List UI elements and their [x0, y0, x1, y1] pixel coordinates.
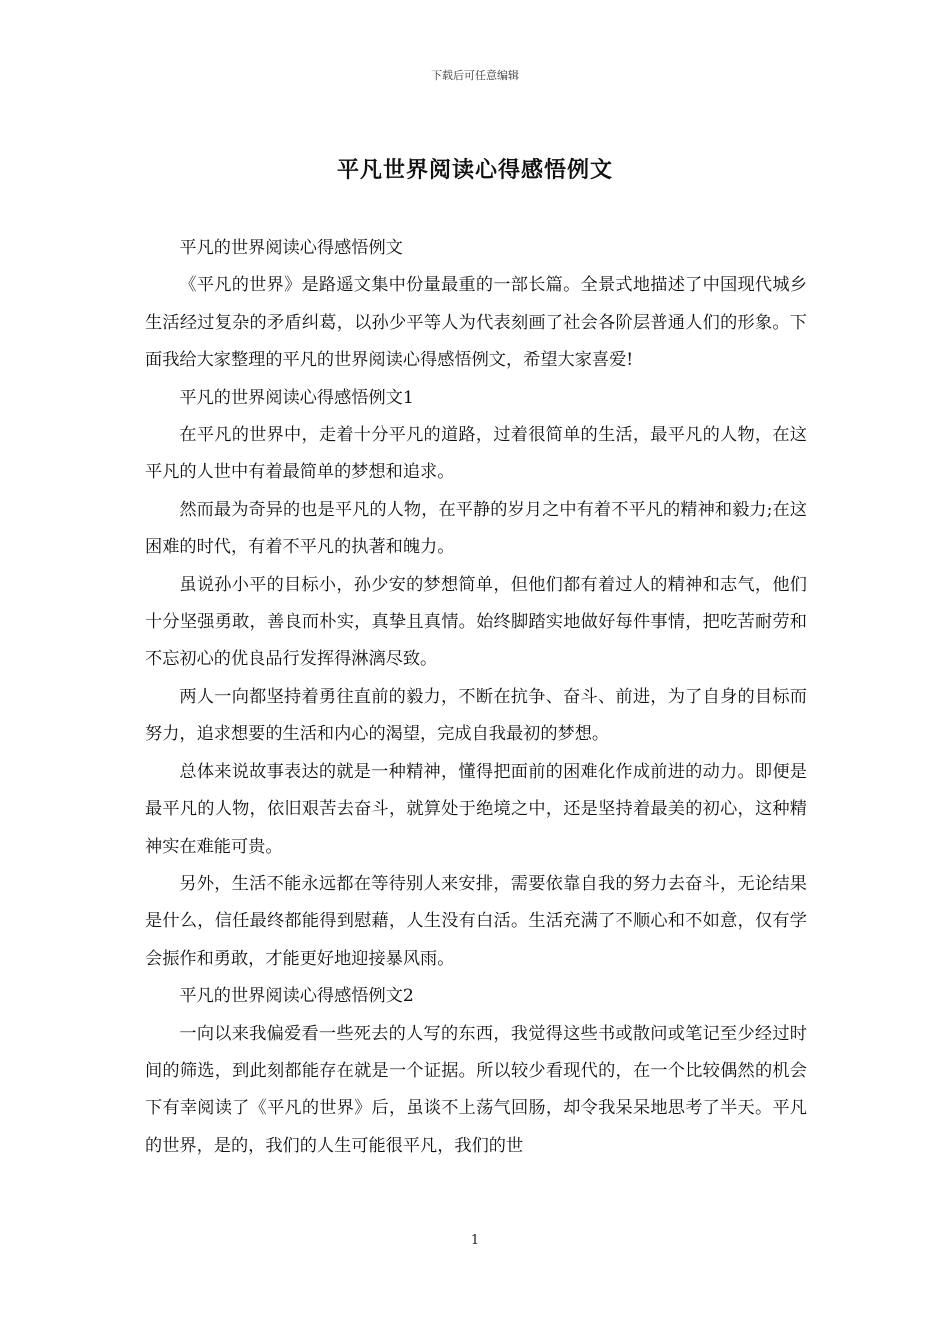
paragraph: 然而最为奇异的也是平凡的人物，在平静的岁月之中有着不平凡的精神和毅力;在这困难的时代，有着不平凡的执著和魄力。	[145, 499, 807, 558]
paragraph: 另外，生活不能永远都在等待别人来安排，需要依靠自我的努力去奋斗，无论结果是什么，信任最终都能得到慰藉，人生没有白活。生活充满了不顺心和不如意，仅有学会振作和勇敢，才能更好地迎接暴风雨。	[145, 873, 807, 969]
paragraph: 在平凡的世界中，走着十分平凡的道路，过着很简单的生活，最平凡的人物，在这平凡的人世中有着最简单的梦想和追求。	[145, 425, 807, 483]
page-number: 1	[470, 1233, 480, 1248]
paragraph: 虽说孙小平的目标小，孙少安的梦想简单，但他们都有着过人的精神和志气，他们十分坚强勇敢，善良而朴实，真挚且真情。始终脚踏实地做好每件事情，把吃苦耐劳和不忘初心的优良品行发挥得淋漓尽致。	[145, 574, 807, 670]
document-body	[145, 230, 807, 1165]
paragraph-intro: 《平凡的世界》是路遥文集中份量最重的一部长篇。全景式地描述了中国现代城乡生活经过复杂的矛盾纠葛，以孙少平等人为代表刻画了社会各阶层普通人们的形象。下面我给大家整理的平凡的世界阅读心得感悟例文，希望大家喜爱!	[145, 275, 807, 371]
document-title: 平凡世界阅读心得感悟例文	[336, 157, 613, 183]
section-heading-2: 平凡的世界阅读心得感悟例文2	[179, 986, 414, 1007]
paragraph-subtitle: 平凡的世界阅读心得感悟例文	[179, 238, 403, 258]
section-heading-1: 平凡的世界阅读心得感悟例文1	[179, 387, 414, 408]
paragraph: 一向以来我偏爱看一些死去的人写的东西，我觉得这些书或散问或笔记至少经过时间的筛选，到此刻都能存在就是一个证据。所以较少看现代的，在一个比较偶然的机会下有幸阅读了《平凡的世界》后，虽谈不上荡气回肠，却令我呆呆地思考了半天。平凡的世界，是的，我们的人生可能很平凡，我们的世	[145, 1023, 807, 1156]
paragraph: 总体来说故事表达的就是一种精神，懂得把面前的困难化作成前进的动力。即便是最平凡的人物，依旧艰苦去奋斗，就算处于绝境之中，还是坚持着最美的初心，这种精神实在难能可贵。	[145, 761, 807, 857]
paragraph: 两人一向都坚持着勇往直前的毅力，不断在抗争、奋斗、前进，为了自身的目标而努力，追求想要的生活和内心的渴望，完成自我最初的梦想。	[145, 686, 807, 745]
header-note: 下载后可任意编辑	[431, 69, 519, 82]
